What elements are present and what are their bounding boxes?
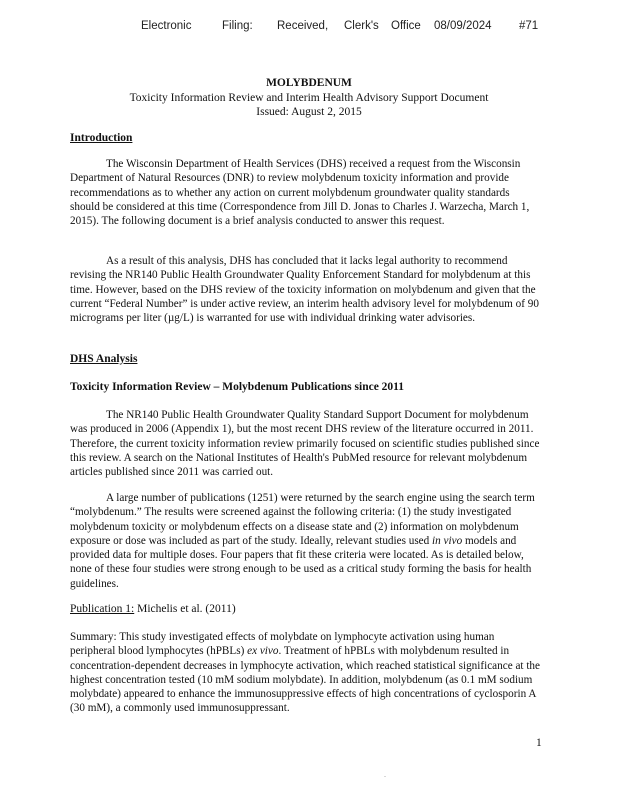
publication-1-summary-ex-vivo: ex vivo	[247, 645, 279, 658]
document-title-block	[0, 76, 618, 120]
filing-word-office: Office	[391, 20, 421, 32]
analysis-paragraph-2-in-vivo: in vivo	[432, 534, 463, 547]
publication-1-label: Publication 1:	[70, 603, 135, 615]
issued-date: Issued: August 2, 2015	[256, 106, 362, 118]
analysis-paragraph-2-text-a: A large number of publications (1251) were returned by the search engine using the search term “molybdenum.” The results were screened against the following criteria: (1) the study investigated molybdenum toxicity or molybdenum effects on a disease state and (2) information on molybdenum exposure or dose was included as part of the study. Ideally, relevant studies used	[70, 492, 535, 547]
publication-1-summary-text-a: Summary: This study investigated effects of molybdate on lymphocyte activation using human peripheral blood lymphocytes (hPBLs)	[70, 631, 495, 658]
analysis-paragraph-1	[70, 408, 542, 479]
publication-1-summary	[70, 630, 542, 716]
filing-word-filing: Filing:	[222, 20, 253, 32]
analysis-paragraph-1-text: The NR140 Public Health Groundwater Quality Standard Support Document for molybdenum was produced in 2006 (Appendix 1), but the most recent DHS review of the literature occurred in 2011. Therefore, the current toxicity information review primarily focused on scientific studies published since this review. A search on the National Institutes of Health's PubMed resource for relevant molybdenum articles published since 2011 was carried out.	[70, 409, 540, 479]
publication-1-summary-text-b: . Treatment of hPBLs with molybdenum resulted in concentration-dependent decreases in lymphocyte activation, which reached statistical significance at the highest concentration tested (10 mM sodium molybdate). In addition, molybdenum (as 0.1 mM sodium molybdate) appeared to enhance the immunosuppressive effects of high concentrations of cyclosporin A (30 mM), a commonly used immunosuppressant.	[70, 645, 540, 715]
filing-number: #71	[519, 20, 539, 32]
publication-1-heading	[70, 603, 236, 615]
toxicity-review-subheading: Toxicity Information Review – Molybdenum Publications since 2011	[70, 381, 405, 393]
introduction-heading: Introduction	[70, 132, 133, 144]
document-title: MOLYBDENUM	[266, 77, 352, 89]
filing-word-received: Received,	[277, 20, 329, 32]
introduction-paragraph-1-text: The Wisconsin Department of Health Services (DHS) received a request from the Wisconsin Department of Natural Resources (DNR) to review molybdenum toxicity information and provide recommendations as to whether any action on current molybdenum groundwater quality standards should be considered at this time (Correspondence from Jill D. Jonas to Charles J. Warzecha, March 1, 2015). The following document is a brief analysis conducted to answer this request.	[70, 158, 530, 228]
introduction-paragraph-2	[70, 254, 542, 325]
introduction-paragraph-1	[70, 157, 542, 228]
filing-word-clerks: Clerk's	[344, 20, 379, 32]
publication-1-citation: Michelis et al. (2011)	[134, 603, 236, 615]
document-subtitle: Toxicity Information Review and Interim Health Advisory Support Document	[129, 91, 489, 104]
analysis-paragraph-2	[70, 491, 542, 591]
filing-word-electronic: Electronic	[141, 20, 192, 32]
analysis-paragraph-2-text-b: models and provided data for multiple doses. Four papers that fit these criteria were located. As is detailed below, none of these four studies were strong enough to be used as a critical study forming the basis for health guidelines.	[70, 534, 532, 590]
footer-mark: .	[384, 770, 386, 779]
page-number: 1	[536, 737, 542, 749]
introduction-paragraph-2-text: As a result of this analysis, DHS has concluded that it lacks legal authority to recommend revising the NR140 Public Health Groundwater Quality Enforcement Standard for molybdenum at this time. However, based on the DHS review of the toxicity information on molybdenum and given that the current “Federal Number” is under active review, an interim health advisory level for molybdenum of 90 micrograms per liter (µg/L) is warranted for use with individual drinking water advisories.	[70, 255, 539, 325]
filing-date: 08/09/2024	[434, 20, 492, 32]
dhs-analysis-heading: DHS Analysis	[70, 353, 138, 365]
